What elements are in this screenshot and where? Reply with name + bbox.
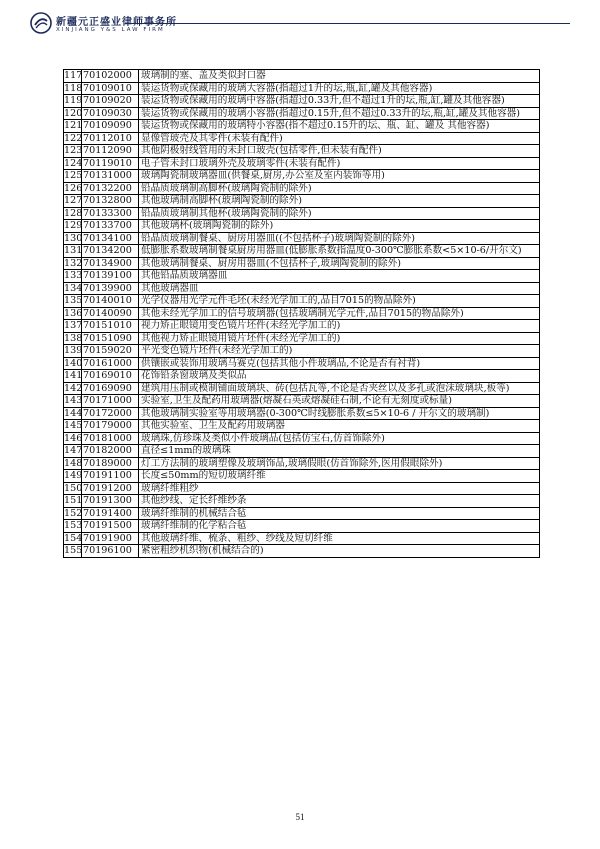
row-number: 126 [64, 182, 83, 194]
hs-code: 70171000 [82, 395, 139, 408]
row-number: 140 [64, 357, 83, 369]
row-number: 150 [64, 482, 83, 494]
row-number: 128 [64, 207, 83, 219]
item-description: 其他玻璃制高脚杯(玻璃陶瓷制的除外) [139, 195, 540, 208]
row-number: 141 [64, 370, 83, 381]
table-row [64, 382, 540, 395]
row-number: 131 [64, 245, 83, 256]
table-row [64, 495, 540, 508]
row-number: 124 [64, 157, 83, 169]
table-row [64, 82, 540, 95]
hs-code: 70189000 [82, 457, 139, 470]
row-number: 136 [64, 307, 83, 319]
table-row [64, 407, 540, 420]
item-description: 铅晶质玻璃制高脚杯(玻璃陶瓷制的除外) [139, 182, 540, 195]
item-description: 装运货物或保藏用的玻璃大容器(指超过1升的坛,瓶,缸,罐及其他容器) [139, 82, 540, 95]
item-description: 玻璃纤维制的机械结合毡 [139, 507, 540, 520]
hs-code: 70109010 [82, 82, 139, 95]
row-number: 145 [64, 420, 83, 431]
item-description: 实验室,卫生及配药用玻璃器(熔凝石英或熔凝硅石制,不论有无刻度或标量) [139, 395, 540, 408]
hs-code: 70161000 [82, 357, 139, 370]
item-description: 其他未经光学加工的信号玻璃器(包括玻璃制光学元件,品目7015的物品除外) [139, 307, 540, 320]
hs-code: 70191900 [82, 532, 139, 545]
item-description: 电子管未封口玻璃外壳及玻璃零件(未装有配件) [139, 157, 540, 170]
hs-code: 70112010 [82, 132, 139, 145]
table-row [64, 95, 540, 108]
page-number: 51 [295, 812, 305, 822]
hs-code: 70132200 [82, 182, 139, 195]
page-header [30, 10, 570, 40]
item-description: 其他实验室、卫生及配药用玻璃器 [139, 420, 540, 433]
hs-code: 70109090 [82, 120, 139, 133]
table-row [64, 282, 540, 295]
table-row [64, 245, 540, 258]
row-number: 151 [64, 495, 83, 506]
table-row [64, 457, 540, 470]
item-description: 装运货物或保藏用的玻璃中容器(指超过0.33升,但不超过1升的坛,瓶,缸,罐及其他容器) [139, 95, 540, 108]
table-row [64, 332, 540, 345]
item-description: 低膨胀系数玻璃制餐桌厨房用器皿(低膨胀系数指温度0-300℃膨胀系数<5×10-6/开尔文) [139, 245, 540, 258]
row-number: 119 [64, 95, 83, 106]
hs-code: 70140090 [82, 307, 139, 320]
table-row [64, 357, 540, 370]
item-description: 其他玻璃器皿 [139, 282, 540, 295]
table-row [64, 70, 540, 83]
item-description: 其他铅晶质玻璃器皿 [139, 270, 540, 283]
row-number: 123 [64, 145, 83, 156]
row-number: 117 [64, 70, 83, 81]
table-row [64, 470, 540, 483]
table-row [64, 432, 540, 445]
item-description: 玻璃珠,仿珍珠及类似小件玻璃品(包括仿宝石,仿首饰除外) [139, 432, 540, 445]
item-description: 玻璃纤维粗纱 [139, 482, 540, 495]
row-number: 122 [64, 132, 83, 144]
firm-logo-icon [30, 12, 52, 34]
row-number: 144 [64, 407, 83, 419]
table-row [64, 532, 540, 545]
firm-name-cn: 新疆元正盛业律师事务所 [56, 17, 177, 28]
table-row [64, 232, 540, 245]
row-number: 132 [64, 257, 83, 269]
item-description: 平光变色镜片坯件(未经光学加工的) [139, 345, 540, 358]
hs-code: 70133300 [82, 207, 139, 220]
table-row [64, 520, 540, 533]
hs-code: 70133700 [82, 220, 139, 233]
item-description: 显像管玻壳及其零件(未装有配件) [139, 132, 540, 145]
row-number: 143 [64, 395, 83, 406]
row-number: 133 [64, 270, 83, 281]
item-description: 玻璃制的塞、盖及类似封口器 [139, 70, 540, 83]
item-description: 其他纱线、定长纤维纱条 [139, 495, 540, 508]
hs-code: 70181000 [82, 432, 139, 445]
row-number: 149 [64, 470, 83, 481]
hs-code: 70131000 [82, 170, 139, 183]
row-number: 152 [64, 507, 83, 519]
hs-code: 70134100 [82, 232, 139, 245]
row-number: 147 [64, 445, 83, 456]
row-number: 137 [64, 320, 83, 331]
item-description: 其他玻璃制餐桌、厨房用器皿(不包括杯子,玻璃陶瓷制的除外) [139, 257, 540, 270]
table-row [64, 270, 540, 283]
hs-code: 70169010 [82, 370, 139, 383]
hs-code: 70151090 [82, 332, 139, 345]
table-row [64, 507, 540, 520]
hs-code: 70112090 [82, 145, 139, 158]
row-number: 125 [64, 170, 83, 181]
table-row [64, 170, 540, 183]
row-number: 146 [64, 432, 83, 444]
item-description: 其他阴极射线管用的未封口玻壳(包括零件,但未装有配件) [139, 145, 540, 158]
hs-code: 70191300 [82, 495, 139, 508]
item-description: 装运货物或保藏用的玻璃特小容器(指不超过0.15升的坛、瓶、缸、罐及 其他容器) [139, 120, 540, 133]
hs-code: 70109020 [82, 95, 139, 108]
hs-code: 70132800 [82, 195, 139, 208]
hs-code: 70179000 [82, 420, 139, 433]
item-description: 玻璃纤维制的化学粘合毡 [139, 520, 540, 533]
item-description: 视力矫正眼镜用变色镜片坯件(未经光学加工的) [139, 320, 540, 333]
table-row [64, 420, 540, 433]
item-description: 铅晶质玻璃制餐桌、厨房用器皿((不包括杯子)玻璃陶瓷制的除外) [139, 232, 540, 245]
table-row [64, 107, 540, 120]
hs-code: 70139900 [82, 282, 139, 295]
hs-code: 70159020 [82, 345, 139, 358]
hs-code: 70119010 [82, 157, 139, 170]
row-number: 154 [64, 532, 83, 544]
item-description: 长度≤50mm的短切玻璃纤维 [139, 470, 540, 483]
row-number: 142 [64, 382, 83, 394]
table-row [64, 120, 540, 133]
table-row [64, 295, 540, 308]
row-number: 139 [64, 345, 83, 356]
hs-code: 70139100 [82, 270, 139, 283]
table-row [64, 182, 540, 195]
item-description: 建筑用压制或模制铺面玻璃块、砖(包括瓦等,不论是否夹丝以及多孔或泡沫玻璃块,板等) [139, 382, 540, 395]
hs-code: 70102000 [82, 70, 139, 83]
table-row [64, 445, 540, 458]
table-row [64, 220, 540, 233]
table-row [64, 132, 540, 145]
row-number: 148 [64, 457, 83, 469]
hs-code: 70191200 [82, 482, 139, 495]
item-description: 其他玻璃杯(玻璃陶瓷制的除外) [139, 220, 540, 233]
row-number: 118 [64, 82, 83, 94]
item-description: 其他玻璃纤维、梳条、粗纱、纱线及短切纤维 [139, 532, 540, 545]
hs-code: 70182000 [82, 445, 139, 458]
row-number: 134 [64, 282, 83, 294]
row-number: 155 [64, 545, 83, 556]
item-description: 光学仪器用光学元件毛坯(未经光学加工的,品目7015的物品除外) [139, 295, 540, 308]
table-row [64, 395, 540, 408]
firm-name-en: XINJIANG Y&S LAW FIRM [56, 27, 165, 33]
row-number: 129 [64, 220, 83, 231]
item-description: 玻璃陶瓷制玻璃器皿(供餐桌,厨房,办公室及室内装饰等用) [139, 170, 540, 183]
item-description: 装运货物或保藏用的玻璃小容器(指超过0.15升,但不超过0.33升的坛,瓶,缸,罐及其他容器) [139, 107, 540, 120]
tariff-table [63, 69, 540, 558]
header-divider [125, 23, 570, 24]
row-number: 135 [64, 295, 83, 306]
row-number: 153 [64, 520, 83, 531]
hs-code: 70109030 [82, 107, 139, 120]
row-number: 127 [64, 195, 83, 206]
table-row [64, 307, 540, 320]
item-description: 铅晶质玻璃制其他杯(玻璃陶瓷制的除外) [139, 207, 540, 220]
row-number: 130 [64, 232, 83, 244]
table-row [64, 320, 540, 333]
item-description: 其他玻璃制实验室等用玻璃器(0-300℃时线膨胀系数≤5×10-6 / 开尔文的玻璃制) [139, 407, 540, 420]
item-description: 直径≤1mm的玻璃珠 [139, 445, 540, 458]
row-number: 138 [64, 332, 83, 344]
hs-code: 70134200 [82, 245, 139, 258]
row-number: 121 [64, 120, 83, 131]
hs-code: 70151010 [82, 320, 139, 333]
hs-code: 70172000 [82, 407, 139, 420]
hs-code: 70191500 [82, 520, 139, 533]
item-description: 供镶嵌或装饰用玻璃马赛克(包括其他小件玻璃品,不论是否有衬背) [139, 357, 540, 370]
table-row [64, 345, 540, 358]
item-description: 灯工方法制的玻璃塑像及玻璃饰品,玻璃假眼(仿首饰除外,医用假眼除外) [139, 457, 540, 470]
table-row [64, 195, 540, 208]
row-number: 120 [64, 107, 83, 119]
hs-code: 70134900 [82, 257, 139, 270]
table-row [64, 207, 540, 220]
hs-code: 70169090 [82, 382, 139, 395]
table-row [64, 482, 540, 495]
item-description: 其他视力矫正眼镜用镜片坯件(未经光学加工的) [139, 332, 540, 345]
table-row [64, 370, 540, 383]
hs-code: 70191100 [82, 470, 139, 483]
item-description: 紧密粗纱机织物(机械结合的) [139, 545, 540, 558]
hs-code: 70191400 [82, 507, 139, 520]
hs-code: 70196100 [82, 545, 139, 558]
table-row [64, 545, 540, 558]
table-row [64, 257, 540, 270]
table-row [64, 145, 540, 158]
item-description: 花饰铅条窗玻璃及类似品 [139, 370, 540, 383]
hs-code: 70140010 [82, 295, 139, 308]
table-row [64, 157, 540, 170]
